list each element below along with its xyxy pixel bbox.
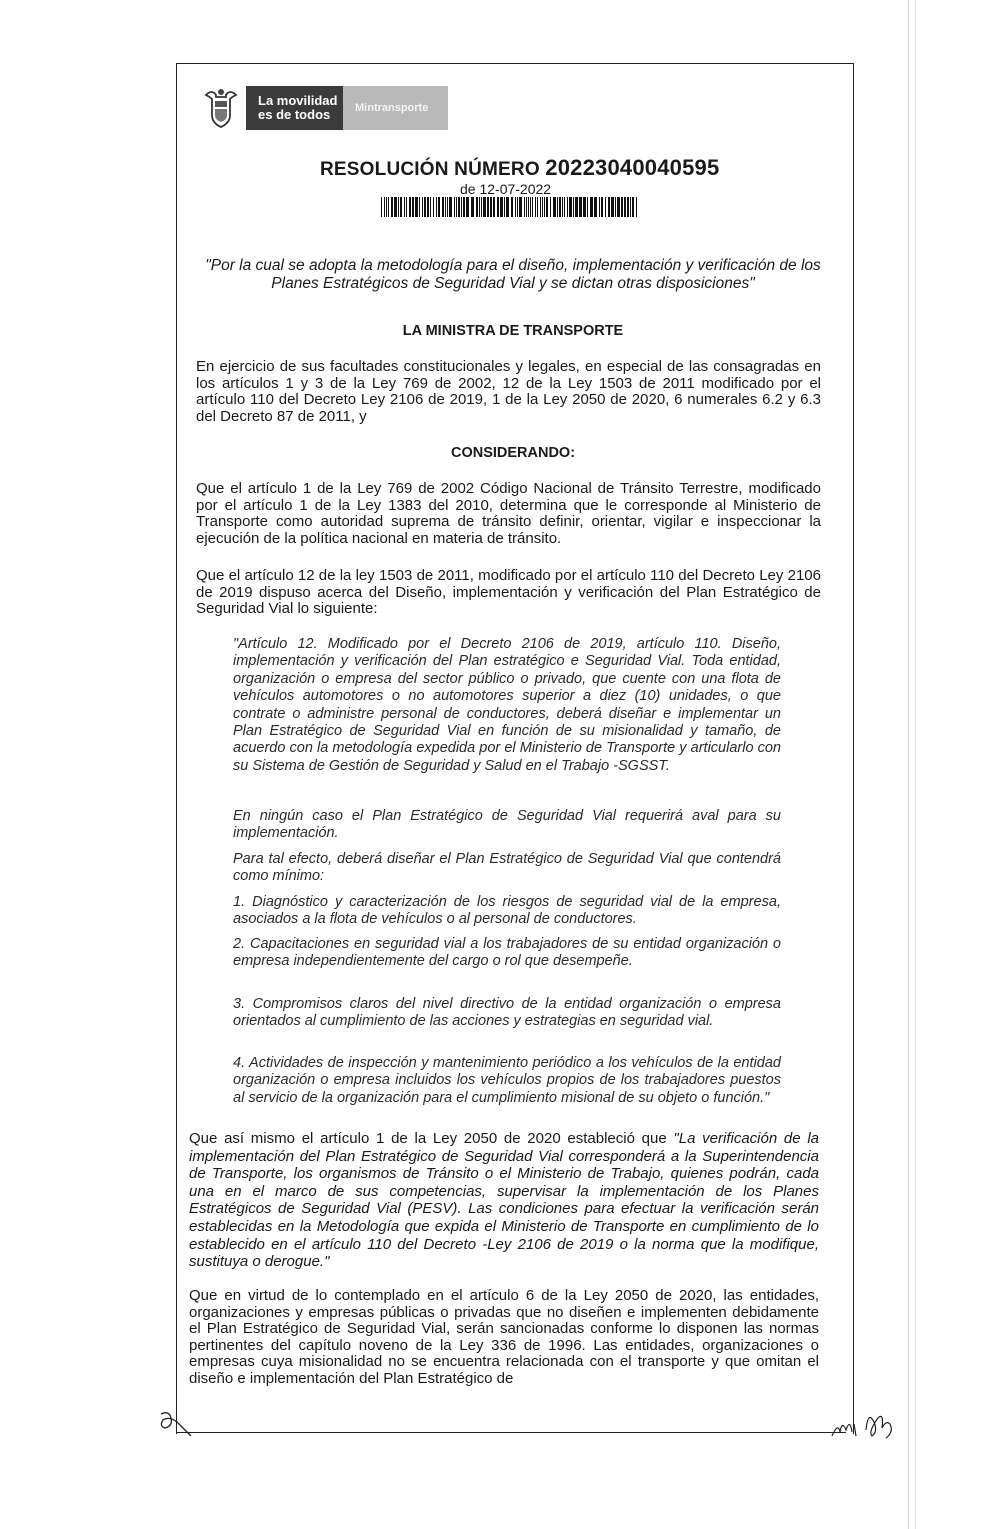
barcode-bar [483, 197, 486, 217]
barcode-bar [456, 197, 457, 217]
barcode-bar [461, 197, 462, 217]
barcode-bar [454, 197, 455, 217]
barcode-bar [500, 197, 503, 217]
barcode-bar [394, 197, 397, 217]
barcode-bar [579, 197, 582, 217]
barcode-bar [564, 197, 565, 217]
barcode-bar [442, 197, 444, 217]
barcode-bar [409, 197, 411, 217]
considerando-paragraph-1: Que el artículo 1 de la Ley 769 de 2002 Código Nacional de Tránsito Terrestre, modificado por el artículo 1 de la Ley 1383 del 2010, determina que le corresponde al Ministerio de Transporte como autoridad suprema de tránsito definir, orientar, vigilar e inspeccionar la ejecución de la política nacional en materia de tránsito. [196, 480, 821, 547]
barcode-bar [583, 197, 586, 217]
barcode-bar [530, 197, 531, 217]
barcode-bar [511, 197, 513, 217]
barcode-bar [617, 197, 620, 217]
considerando-paragraph-3 [189, 1130, 819, 1271]
barcode-bar [487, 197, 489, 217]
bottom-rule [176, 1432, 846, 1433]
barcode-bar [601, 197, 603, 217]
quoted-item-3: 3. Compromisos claros del nivel directivo de la entidad organización o empresa orientados al cumplimiento de las acciones y estrategias en seguridad vial. [233, 996, 781, 1030]
barcode-bar [449, 197, 452, 217]
barcode-bar [427, 197, 429, 217]
quoted-item-2: 2. Capacitaciones en seguridad vial a los trabajadores de su entidad organización o empresa independientemente del cargo o rol que desempeñe. [233, 936, 781, 970]
ministry-name: Mintransporte [343, 86, 448, 130]
quoted-item-1: 1. Diagnóstico y caracterización de los riesgos de seguridad vial de la empresa, asociados a la flota de vehículos o al personal de conductores. [233, 894, 781, 928]
barcode-bar [573, 197, 574, 217]
barcode-bar [621, 197, 623, 217]
barcode-bar [430, 197, 431, 217]
barcode-bar [624, 197, 626, 217]
header-logo [202, 86, 448, 130]
quoted-paragraph-contenido: Para tal efecto, deberá diseñar el Plan Estratégico de Seguridad Vial que contendrá como mínimo: [233, 851, 781, 885]
considerando-paragraph-4: Que en virtud de lo contemplado en el artículo 6 de la Ley 2050 de 2020, las entidades, organizaciones y empresas públicas o privadas que no diseñen e implementen debidamente el Plan Estratégico de Seguridad Vial, serán sancionadas conforme lo disponen las normas pertinentes del capítulo noveno de la Ley 336 de 1996. Las entidades, organizaciones o empresas cuya misionalidad no se encuentra relacionada con el transporte y que omitan el diseño e implementación del Plan Estratégico de [189, 1287, 819, 1387]
barcode-bar [463, 197, 465, 217]
barcode-bar [630, 197, 631, 217]
barcode-bar [447, 197, 448, 217]
paragraph-3-quote: "La verificación de la implementación del Plan Estratégico de Seguridad Vial corresponderá a la Superintendencia de Transporte, los organismos de Tránsito o el Ministerio de Trabajo, quienes podrán, cada una en el marco de sus competencias, supervisar la implementación de los Planes Estratégicos de Seguridad Vial (PESV). Las condiciones para efectuar la verificación serán establecidas en la Metodología que expida el Ministerio de Transporte en cumplimiento de lo establecido en el artículo 110 del Decreto -Ley 2106 de 2019 o la norma que la modifique, sustituya o derogue." [189, 1130, 819, 1271]
barcode-bar [627, 197, 629, 217]
quoted-article-12: "Artículo 12. Modificado por el Decreto 2106 de 2019, artículo 110. Diseño, implementación y verificación del Plan estratégico e Seguridad Vial. Toda entidad, organización o empresa del sector público o privado, que cuente con una flota de vehículos automotores o no automotores superior a diez (10) unidades, o que contrate o administre personal de conductores, deberá diseñar e implementar un Plan Estratégico de Seguridad Vial en función de su misionalidad y tamaño, de acuerdo con la metodología expedida por el Ministerio de Transporte y articularlo con su Sistema de Gestión de Seguridad y Salud en el Trabajo -SGSST. [233, 636, 781, 774]
barcode-bar [497, 197, 499, 217]
barcode-bar [605, 197, 606, 217]
barcode-bar [636, 197, 637, 217]
barcode-bar [611, 197, 614, 217]
barcode-bar [542, 197, 543, 217]
initials-mark-left [155, 1408, 195, 1440]
barcode-icon [381, 197, 639, 217]
barcode-bar [415, 197, 418, 217]
scan-edge [908, 0, 916, 1529]
signature-initials [828, 1392, 898, 1442]
barcode-bar [608, 197, 610, 217]
barcode-bar [559, 197, 561, 217]
logo-line-1: La movilidad [258, 93, 338, 108]
barcode-bar [599, 197, 600, 217]
barcode-bar [537, 197, 538, 217]
barcode-bar [528, 197, 529, 217]
barcode-bar [587, 197, 588, 217]
barcode-bar [438, 197, 440, 217]
barcode-bar [515, 197, 516, 217]
logo-line-2: es de todos [258, 107, 331, 122]
resolution-date: de 12-07-2022 [460, 181, 552, 197]
considerando-paragraph-2: Que el artículo 12 de la ley 1503 de 2011, modificado por el artículo 110 del Decreto Ley 2106 de 2019 dispuso acerca del Diseño, implementación y verificación del Plan Estratégico de Seguridad Vial lo siguiente: [196, 567, 821, 617]
barcode-bar [532, 197, 533, 217]
colombia-coat-of-arms-icon [202, 87, 240, 129]
barcode-bar [490, 197, 492, 217]
barcode-bar [400, 197, 402, 217]
barcode-bar [632, 197, 634, 217]
considerando-heading: CONSIDERANDO: [450, 445, 576, 461]
barcode-bar [381, 197, 382, 217]
barcode-bar [422, 197, 423, 217]
barcode-bar [384, 197, 385, 217]
paragraph-3-intro: Que así mismo el artículo 1 de la Ley 2050 de 2020 estableció que [189, 1130, 674, 1147]
barcode-bar [569, 197, 572, 217]
barcode-bar [526, 197, 527, 217]
barcode-bar [535, 197, 536, 217]
barcode-bar [419, 197, 420, 217]
logo-slogan [246, 86, 343, 130]
barcode-bar [546, 197, 548, 217]
barcode-bar [504, 197, 505, 217]
barcode-bar [550, 197, 551, 217]
barcode-bar [594, 197, 597, 217]
resolution-number: 20223040040595 [545, 155, 720, 180]
barcode-bar [553, 197, 556, 217]
barcode-bar [524, 197, 525, 217]
barcode-bar [590, 197, 593, 217]
barcode-bar [404, 197, 405, 217]
barcode-bar [562, 197, 563, 217]
barcode-bar [519, 197, 522, 217]
barcode-bar [540, 197, 541, 217]
barcode-bar [476, 197, 478, 217]
resolution-title [320, 155, 719, 181]
barcode-bar [575, 197, 578, 217]
barcode-bar [412, 197, 414, 217]
barcode-bar [445, 197, 446, 217]
barcode-bar [471, 197, 474, 217]
barcode-bar [391, 197, 393, 217]
resolution-title-prefix: RESOLUCIÓN NÚMERO [320, 159, 540, 180]
barcode-bar [506, 197, 509, 217]
barcode-bar [433, 197, 434, 217]
quoted-item-4: 4. Actividades de inspección y mantenimiento periódico a los vehículos de la entidad organización o empresa incluidos los vehículos propios de los trabajadores puestos al servicio de la organización para el cumplimiento misional de su objeto o función." [233, 1055, 781, 1106]
barcode-bar [424, 197, 426, 217]
barcode-bar [517, 197, 518, 217]
barcode-bar [406, 197, 407, 217]
quoted-paragraph-aval: En ningún caso el Plan Estratégico de Seguridad Vial requerirá aval para su implementación. [233, 808, 781, 842]
barcode-bar [557, 197, 558, 217]
barcode-bar [388, 197, 389, 217]
barcode-bar [398, 197, 399, 217]
barcode-bar [493, 197, 495, 217]
barcode-bar [386, 197, 387, 217]
barcode-bar [567, 197, 568, 217]
barcode-bar [458, 197, 460, 217]
barcode-bar [481, 197, 482, 217]
barcode-bar [479, 197, 480, 217]
barcode-bar [544, 197, 545, 217]
barcode-bar [615, 197, 616, 217]
resolution-subject: "Por la cual se adopta la metodología para el diseño, implementación y verificación de los Planes Estratégicos de Seguridad Vial y se dictan otras disposiciones" [205, 257, 821, 292]
preamble-paragraph: En ejercicio de sus facultades constitucionales y legales, en especial de las consagradas en los artículos 1 y 3 de la Ley 769 de 2002, 12 de la Ley 1503 de 2011 modificado por el artículo 110 del Decreto Ley 2106 de 2019, 1 de la Ley 2050 de 2020, 6 numerales 6.2 y 6.3 del Decreto 87 de 2011, y [196, 358, 821, 425]
authority-heading: LA MINISTRA DE TRANSPORTE [402, 323, 624, 339]
barcode-bar [436, 197, 437, 217]
barcode-bar [466, 197, 469, 217]
